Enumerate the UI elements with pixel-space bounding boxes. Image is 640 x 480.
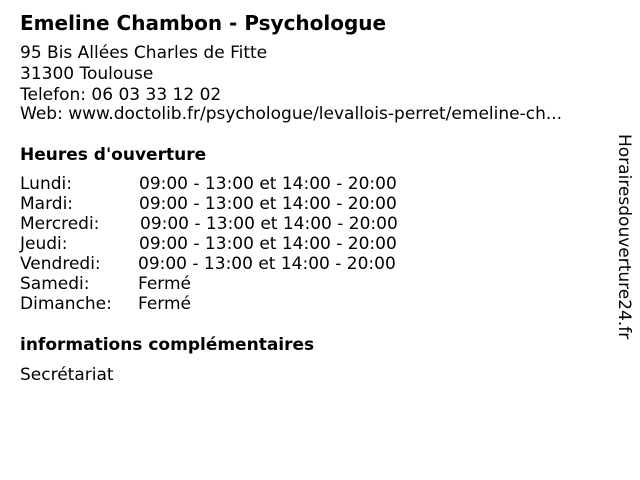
- hours-time: 09:00 - 13:00 et 14:00 - 20:00: [138, 254, 396, 274]
- hours-day: Samedi:: [20, 274, 90, 294]
- hours-time: 09:00 - 13:00 et 14:00 - 20:00: [140, 214, 398, 234]
- hours-time: Fermé: [138, 294, 192, 314]
- hours-day: Lundi:: [20, 174, 72, 194]
- site-brand-vertical[interactable]: Horairesdouverture24.fr: [614, 134, 634, 340]
- hours-day: Mardi:: [20, 194, 74, 214]
- hours-time: 09:00 - 13:00 et 14:00 - 20:00: [139, 174, 397, 194]
- hours-day: Jeudi:: [20, 234, 68, 254]
- hours-day: Dimanche:: [20, 294, 112, 314]
- address-line-2: 31300 Toulouse: [20, 64, 154, 84]
- hours-time: Fermé: [138, 274, 192, 294]
- hours-heading: Heures d'ouverture: [20, 145, 207, 165]
- page-title: Emeline Chambon - Psychologue: [20, 11, 387, 35]
- phone-text: Telefon: 06 03 33 12 02: [20, 85, 222, 105]
- extra-info-text: Secrétariat: [20, 365, 114, 385]
- hours-time: 09:00 - 13:00 et 14:00 - 20:00: [139, 234, 397, 254]
- website-link[interactable]: Web: www.doctolib.fr/psychologue/levallois-perret/emeline-ch...: [20, 104, 563, 124]
- hours-day: Vendredi:: [20, 254, 101, 274]
- address-line-1: 95 Bis Allées Charles de Fitte: [20, 43, 268, 63]
- hours-day: Mercredi:: [20, 214, 100, 234]
- extra-info-heading: informations complémentaires: [20, 335, 315, 355]
- hours-time: 09:00 - 13:00 et 14:00 - 20:00: [139, 194, 397, 214]
